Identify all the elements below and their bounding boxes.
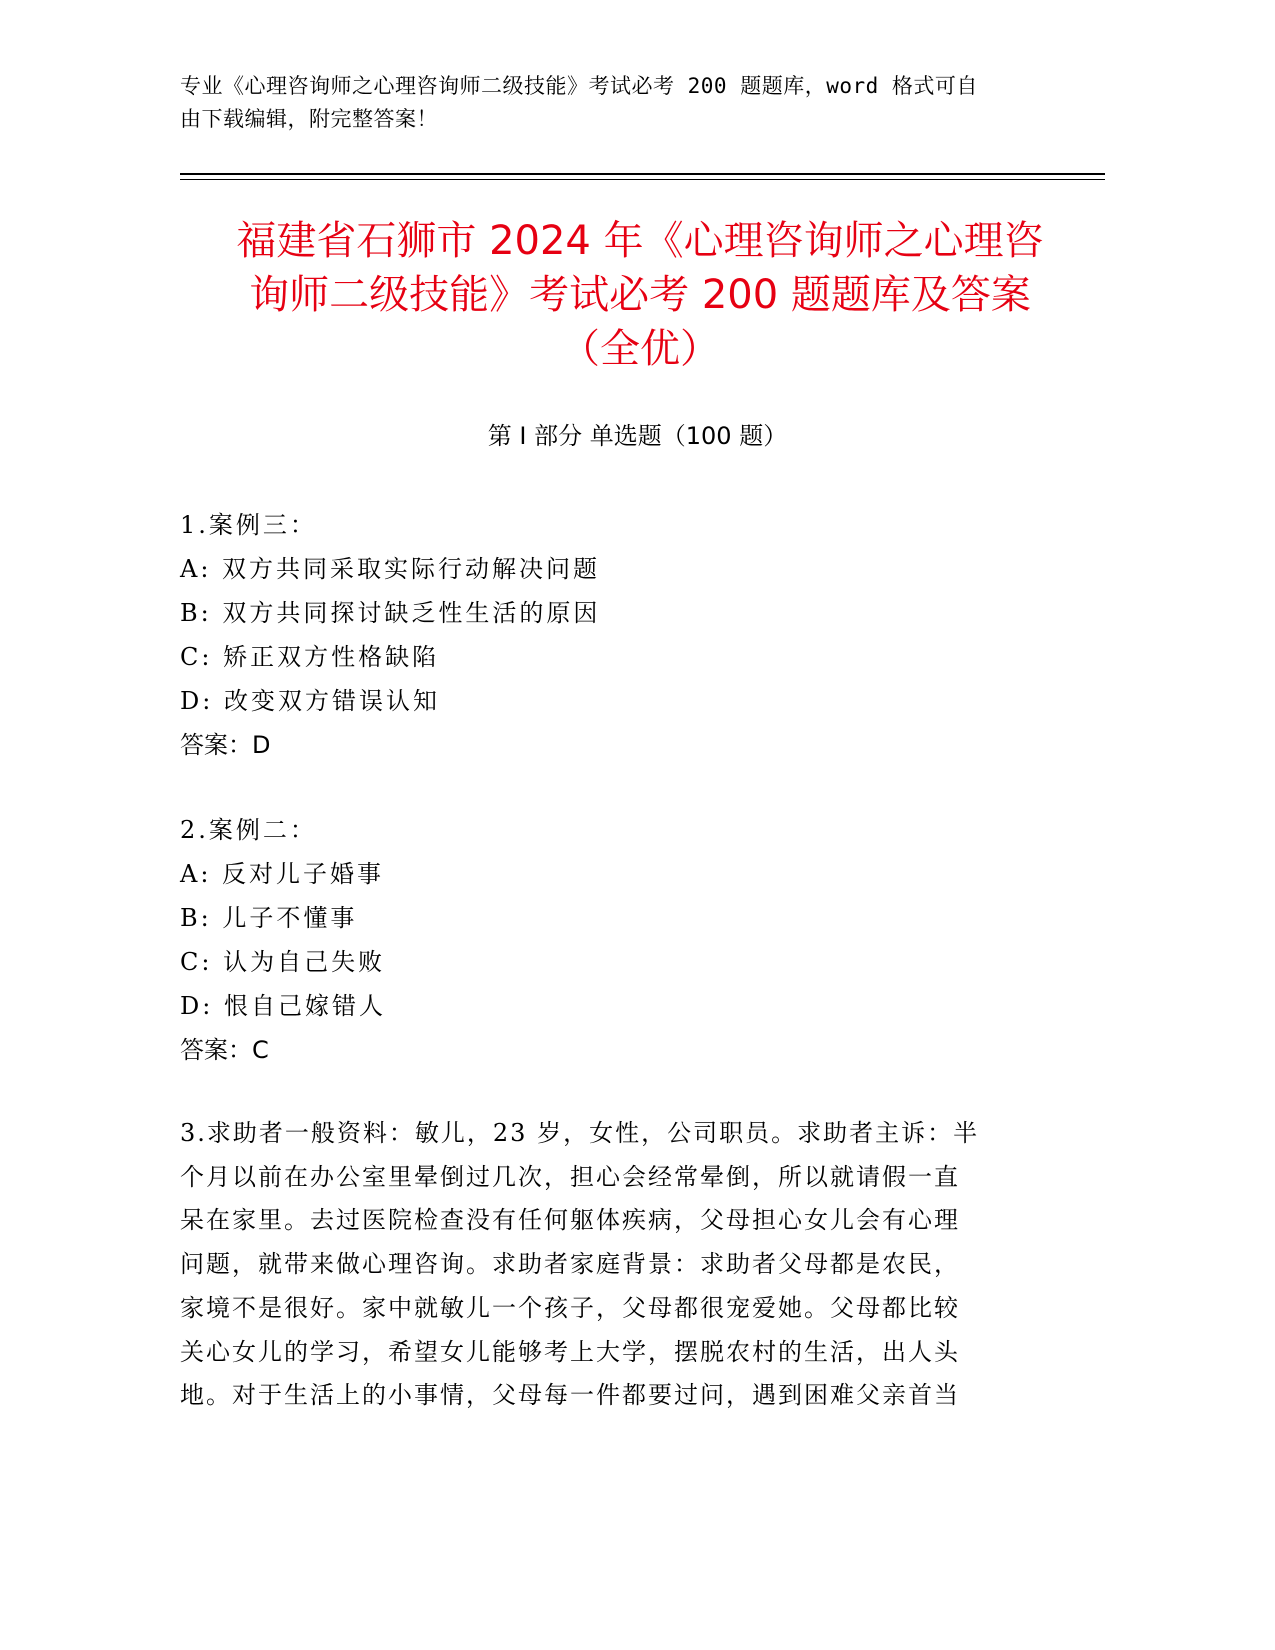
document-title-line: 询师二级技能》考试必考 200 题题库及答案 [249, 272, 1031, 318]
stem-line: 3.求助者一般资料：敏儿，23 岁，女性，公司职员。求助者主诉：半 [180, 1119, 980, 1147]
option-a: A: 双方共同采取实际行动解决问题 [180, 555, 601, 583]
option-b: B: 儿子不懂事 [180, 904, 358, 932]
header-note-line: 由下载编辑，附完整答案！ [180, 107, 438, 131]
question-3 [180, 1112, 1040, 1418]
document-title-line: （全优） [560, 326, 720, 372]
stem-line: 个月以前在办公室里晕倒过几次，担心会经常晕倒，所以就请假一直 [180, 1162, 960, 1191]
section-title: 第 I 部分 单选题（100 题） [487, 422, 788, 450]
question-stem [180, 1112, 1040, 1418]
option-b: B: 双方共同探讨缺乏性生活的原因 [180, 599, 601, 627]
document-title [160, 214, 1120, 376]
question-stem: 1.案例三： [180, 511, 317, 539]
answer: 答案：D [180, 731, 271, 759]
stem-line: 家境不是很好。家中就敏儿一个孩子，父母都很宠爱她。父母都比较 [180, 1293, 960, 1322]
question-1 [180, 503, 1040, 767]
option-a: A: 反对儿子婚事 [180, 860, 385, 888]
header-note-line: 专业《心理咨询师之心理咨询师二级技能》考试必考 200 题题库，word 格式可自 [180, 74, 978, 98]
option-c: C: 认为自己失败 [180, 948, 386, 976]
question-stem: 2.案例二： [180, 816, 317, 844]
stem-line: 地。对于生活上的小事情，父母每一件都要过问，遇到困难父亲首当 [180, 1381, 960, 1410]
question-2 [180, 808, 1040, 1072]
option-d: D: 恨自己嫁错人 [180, 992, 386, 1020]
option-c: C: 矫正双方性格缺陷 [180, 643, 440, 671]
header-note [180, 70, 1040, 136]
stem-line: 关心女儿的学习，希望女儿能够考上大学，摆脱农村的生活，出人头 [180, 1337, 960, 1366]
document-title-line: 福建省石狮市 2024 年《心理咨询师之心理咨 [236, 218, 1044, 264]
stem-line: 问题，就带来做心理咨询。求助者家庭背景：求助者父母都是农民， [180, 1250, 960, 1279]
answer: 答案：C [180, 1036, 269, 1064]
option-d: D: 改变双方错误认知 [180, 687, 440, 715]
header-divider [180, 173, 1105, 175]
header-divider-thin [180, 179, 1105, 180]
stem-line: 呆在家里。去过医院检查没有任何躯体疾病，父母担心女儿会有心理 [180, 1206, 960, 1235]
